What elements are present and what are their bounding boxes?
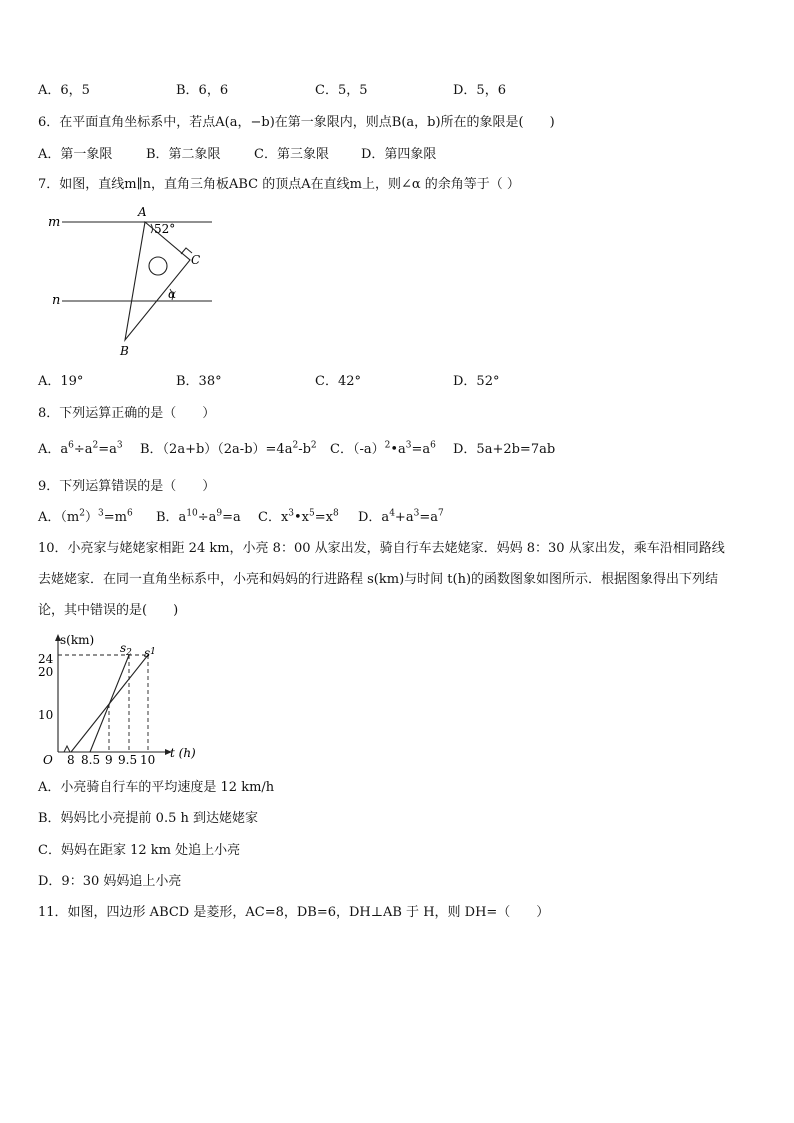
q6-option-b: B．第二象限	[146, 147, 221, 162]
alpha-label: α	[168, 287, 177, 301]
q7-option-c: C．42°	[315, 374, 361, 389]
x-tick-9: 9	[105, 753, 113, 767]
q5-option-d: D．5，6	[453, 83, 506, 98]
x-tick-8: 8	[67, 753, 75, 767]
origin-label: O	[43, 753, 53, 767]
x-axis-label: t (h)	[170, 746, 196, 760]
q6-option-a: A．第一象限	[38, 147, 113, 162]
q10-option-c: C．妈妈在距家 12 km 处追上小亮	[38, 843, 241, 858]
q9-option-a: A．$(m^2)^3=m^6$	[38, 508, 133, 525]
s2-line	[90, 655, 129, 752]
q7-stem: 7．如图，直线m∥n，直角三角板ABC 的顶点A在直线m上，则∠α 的余角等于（ ）	[38, 177, 520, 192]
q7-option-d: D．52°	[453, 374, 500, 389]
q5-option-a: A．6，5	[38, 83, 90, 98]
y-tick-10: 10	[38, 708, 54, 722]
y-tick-24: 24	[38, 652, 54, 666]
q9-option-c: C．$x^3•x^5=x^8$	[258, 508, 339, 525]
q5-option-b: B．6，6	[176, 83, 229, 98]
q8-option-a: A．$a^6\div a^2=a^3$	[38, 440, 123, 457]
q6-option-c: C．第三象限	[254, 147, 329, 162]
q9-option-b: B．$a^{10}\div a^9=a$	[156, 508, 241, 525]
y-tick-20: 20	[38, 665, 54, 679]
q5-option-c: C．5，5	[315, 83, 368, 98]
x-tick-9-5: 9.5	[118, 753, 138, 767]
x-tick-10: 10	[140, 753, 156, 767]
label-n: n	[52, 293, 61, 308]
q6-option-d: D．第四象限	[361, 147, 437, 162]
triangle-abc	[125, 222, 190, 340]
q10-stem-line-3: 论，其中错误的是( )	[38, 603, 179, 618]
q10-stem-line-1: 10．小亮家与姥姥家相距 24 km，小亮 8：00 从家出发，骑自行车去姥姥家．妈妈 8：30 从家出发，乘车沿相同路线	[38, 541, 725, 556]
q8-option-b: B．$(2a+b)(2a-b)=4a^2-b^2$	[140, 440, 317, 457]
q10-graph	[38, 630, 208, 770]
label-a: A	[138, 205, 147, 219]
q10-option-a: A．小亮骑自行车的平均速度是 12 km/h	[38, 780, 275, 795]
q7-option-a: A．19°	[38, 374, 84, 389]
label-c: C	[191, 253, 201, 267]
q8-stem: 8．下列运算正确的是（ ）	[38, 406, 216, 421]
q10-stem-line-2: 去姥姥家．在同一直角坐标系中，小亮和妈妈的行进路程 s(km)与时间 t(h)的函数图象如图所示．根据图象得出下列结	[38, 572, 719, 587]
q8-option-d: D．5a+2b=7ab	[453, 442, 556, 457]
label-m: m	[48, 215, 61, 230]
y-axis-label: s(km)	[60, 633, 95, 647]
x-tick-8-5: 8.5	[81, 753, 101, 767]
q9-option-d: D．$a^4+a^3=a^7$	[358, 508, 444, 525]
label-b: B	[120, 344, 129, 358]
axis-break	[64, 746, 70, 752]
q10-option-d: D．9：30 妈妈追上小亮	[38, 874, 182, 889]
q7-figure	[40, 200, 230, 362]
angle-52-label: 52°	[154, 222, 176, 236]
q8-option-c: C．$(-a)^2•a^3=a^6$	[330, 440, 436, 457]
s2-label: $s_2$	[120, 641, 132, 658]
q9-stem: 9．下列运算错误的是（ ）	[38, 479, 216, 494]
triangle-hole	[149, 257, 167, 275]
angle-52-arc	[151, 224, 153, 233]
q6-stem: 6．在平面直角坐标系中，若点A(a，−b)在第一象限内，则点B(a，b)所在的象限是( )	[38, 115, 555, 130]
q11-stem: 11．如图，四边形 ABCD 是菱形，AC=8，DB=6，DH⊥AB 于 H，则 DH=（ ）	[38, 905, 550, 920]
q10-option-b: B．妈妈比小亮提前 0.5 h 到达姥姥家	[38, 811, 258, 826]
s1-label: $s^1$	[144, 646, 156, 660]
q7-option-b: B．38°	[176, 374, 222, 389]
